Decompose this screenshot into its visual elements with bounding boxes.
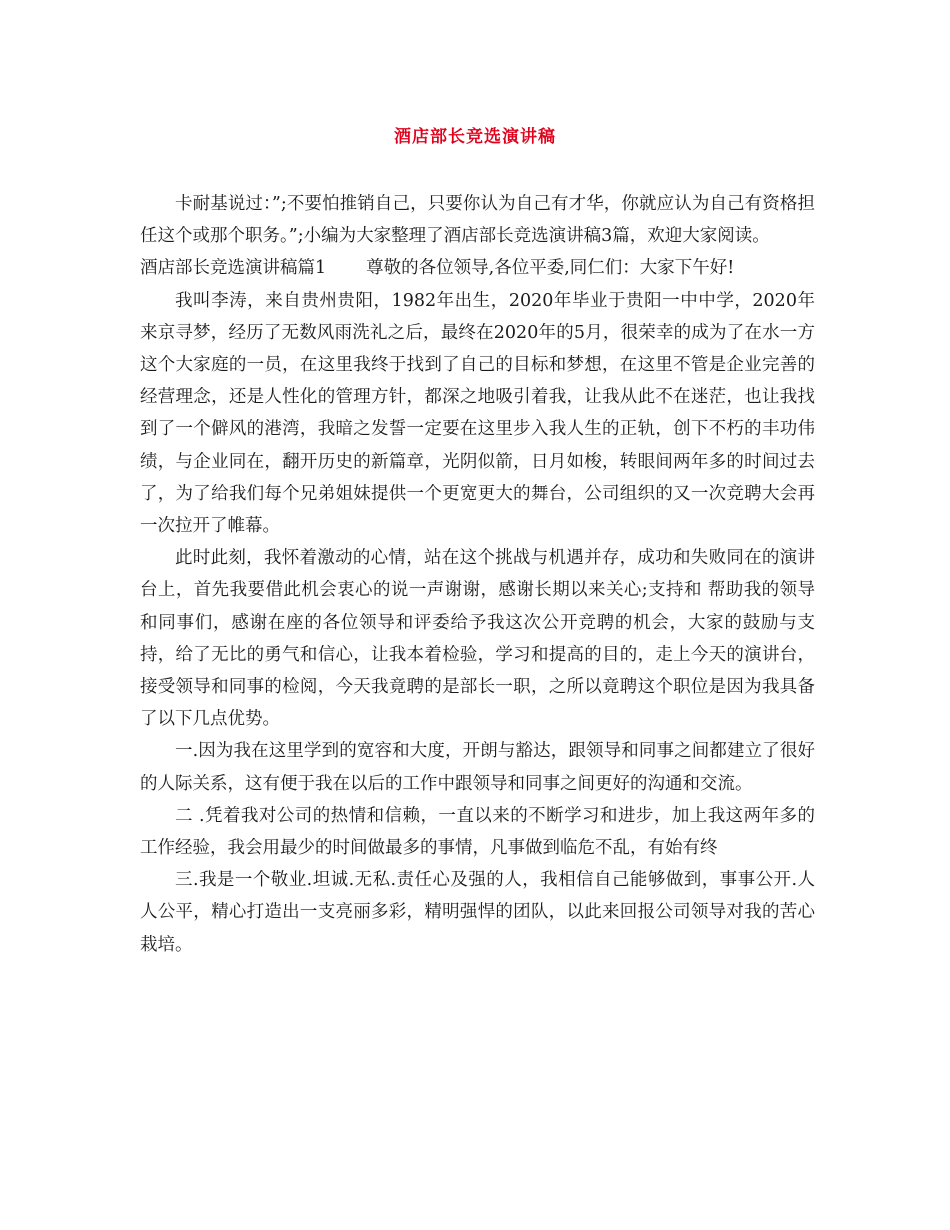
body-paragraph-4: 二 .凭着我对公司的热情和信赖，一直以来的不断学习和进步，加上我这两年多的工作经验，我会用最少的时间做最多的事情，凡事做到临危不乱，有始有终: [140, 805, 815, 859]
body-paragraph-2: 此时此刻，我怀着激动的心情，站在这个挑战与机遇并存，成功和失败同在的演讲台上，首先我要借此机会衷心的说一声谢谢，感谢长期以来关心;支持和 帮助我的领导和同事们，感谢在座的各位领导和评委给予我这次公开竞聘的机会，大家的鼓励与支持，给了无比的勇气和信心，让我本着检验，学习和提高的目的，走上今天的演讲台，接受领导和同事的检阅，今天我竟聘的是部长一职，之所以竟聘这个职位是因为我具备了以下几点优势。: [140, 548, 815, 730]
greeting: 尊敬的各位领导,各位平委,同仁们：大家下午好!: [366, 258, 735, 279]
section-heading: 酒店部长竞选演讲稿篇1: [140, 258, 327, 279]
body-paragraph-5: 三.我是一个敬业.坦诚.无私.责任心及强的人，我相信自己能够做到，事事公开.人人公平，精心打造出一支亮丽多彩，精明强悍的团队，以此来回报公司领导对我的苦心栽培。: [140, 870, 815, 955]
document-body: [140, 188, 815, 961]
document-title: 酒店部长竞选演讲稿: [394, 127, 556, 147]
intro-paragraph: 卡耐基说过：”;不要怕推销自己，只要你认为自己有才华，你就应认为自己有资格担任这个或那个职务。”;小编为大家整理了酒店部长竞选演讲稿3篇，欢迎大家阅读。: [140, 194, 815, 247]
body-paragraph-1: 我叫李涛，来自贵州贵阳，1982年出生，2020年毕业于贵阳一中中学，2020年来京寻梦，经历了无数风雨洗礼之后，最终在2020年的5月，很荣幸的成为了在水一方这个大家庭的一员，在这里我终于找到了自己的目标和梦想，在这里不管是企业完善的经营理念，还是人性化的管理方针，都深之地吸引着我，让我从此不在迷茫，也让我找到了一个僻风的港湾，我暗之发誓一定要在这里步入我人生的正轨，创下不朽的丰功伟绩，与企业同在，翻开历史的新篇章，光阴似箭，日月如梭，转眼间两年多的时间过去了，为了给我们每个兄弟姐妹提供一个更宽更大的舞台，公司组织的又一次竞聘大会再一次拉开了帷幕。: [140, 290, 815, 537]
body-paragraph-3: 一.因为我在这里学到的宽容和大度，开朗与豁达，跟领导和同事之间都建立了很好的人际关系，这有便于我在以后的工作中跟领导和同事之间更好的沟通和交流。: [140, 741, 815, 794]
section-heading-line: [140, 252, 815, 284]
